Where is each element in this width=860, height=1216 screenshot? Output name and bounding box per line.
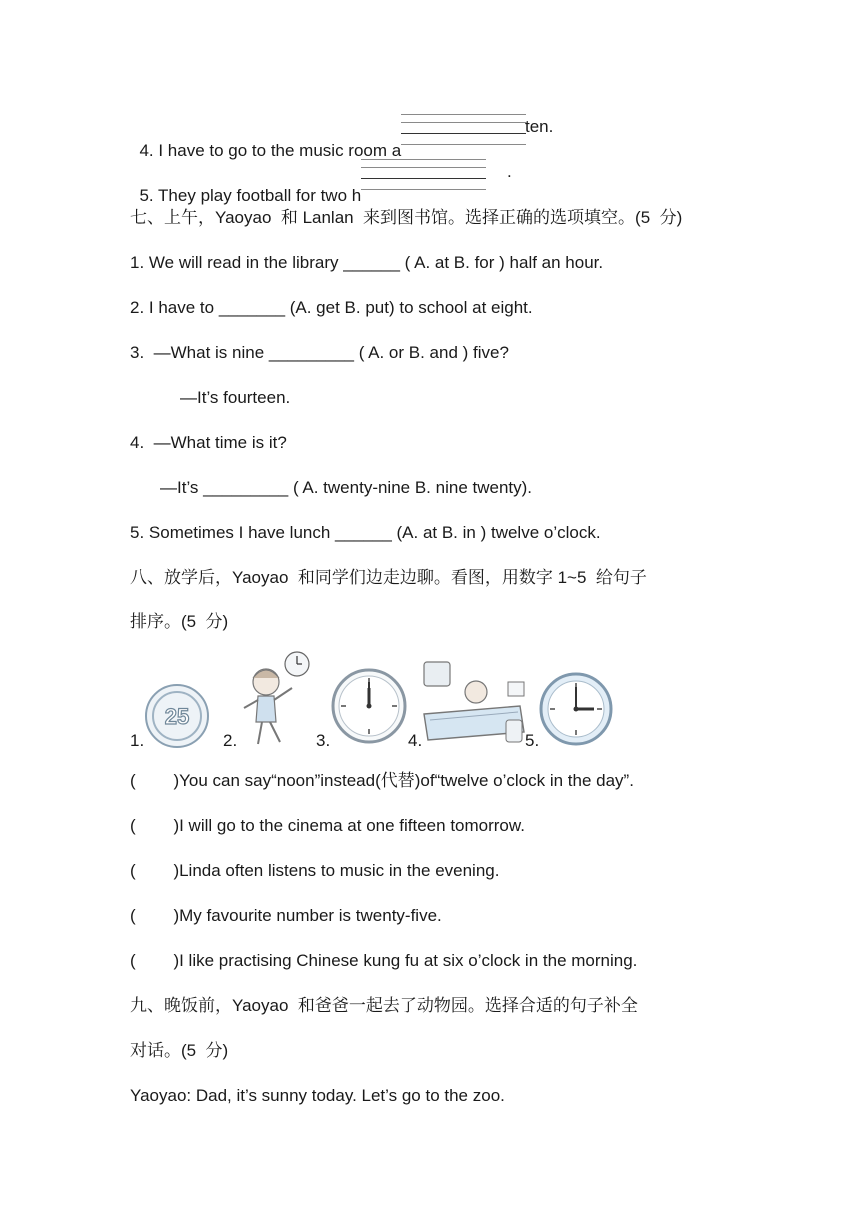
s8-sentence-3: ( )Linda often listens to music in the evening. [130, 861, 500, 880]
s6-q5 [130, 160, 361, 208]
s8-heading-2: 排序。(5 分) [130, 612, 229, 631]
s7-q3a: 3. —What is nine _________ ( A. or B. and ) five? [130, 343, 509, 362]
s8-sentence-2: ( )I will go to the cinema at one fifteen tomorrow. [130, 816, 525, 835]
s6-q5-writing-lines[interactable] [361, 159, 486, 191]
three-oclock-clock-icon [539, 672, 613, 746]
svg-text:25: 25 [164, 704, 190, 729]
s8-sentence-1: ( )You can say“noon”instead(代替)of“twelve o’clock in the day”. [130, 771, 634, 790]
s7-q2: 2. I have to _______ (A. get B. put) to school at eight. [130, 298, 533, 317]
s6-q5-letter: h [351, 186, 362, 205]
s7-q4a: 4. —What time is it? [130, 433, 287, 452]
s6-q4-writing-lines[interactable] [401, 114, 526, 146]
s9-heading-2: 对话。(5 分) [130, 1041, 229, 1060]
s7-q4b: —It’s _________ ( A. twenty-nine B. nine twenty). [160, 478, 533, 497]
boy-in-bed-icon [420, 658, 528, 748]
s6-q4-before: 4. I have to go to the music room [139, 141, 392, 160]
pic-number-2: 2. [223, 731, 238, 750]
s6-q5-after: . [507, 162, 512, 181]
s9-heading-1: 九、晚饭前，Yaoyao 和爸爸一起去了动物园。选择合适的句子补全 [130, 996, 638, 1015]
twelve-oclock-clock-icon [331, 668, 407, 744]
s8-sentence-4: ( )My favourite number is twenty-five. [130, 906, 442, 925]
kung-fu-boy-icon [236, 648, 316, 748]
pic-number-5: 5. [525, 731, 540, 750]
s8-heading-1: 八、放学后，Yaoyao 和同学们边走边聊。看图，用数字 1~5 给句子 [130, 568, 647, 587]
s7-q5: 5. Sometimes I have lunch ______ (A. at B. in ) twelve o’clock. [130, 523, 601, 542]
s8-sentence-5: ( )I like practising Chinese kung fu at six o’clock in the morning. [130, 951, 638, 970]
s6-q4-after: ten. [525, 117, 554, 136]
s7-heading: 七、上午，Yaoyao 和 Lanlan 来到图书馆。选择正确的选项填空。(5 分) [130, 208, 683, 227]
pic-number-1: 1. [130, 731, 145, 750]
s7-q3b: —It’s fourteen. [180, 388, 291, 407]
s6-q4-letter: a [391, 141, 402, 160]
s9-dialogue-1: Yaoyao: Dad, it’s sunny today. Let’s go to the zoo. [130, 1086, 505, 1105]
s6-q4 [130, 115, 401, 163]
pic-number-3: 3. [316, 731, 331, 750]
coin-25-icon [144, 683, 210, 749]
s6-q5-before: 5. They play football for two [139, 186, 352, 205]
pic-number-4: 4. [408, 731, 423, 750]
s7-q1: 1. We will read in the library ______ ( A. at B. for ) half an hour. [130, 253, 604, 272]
